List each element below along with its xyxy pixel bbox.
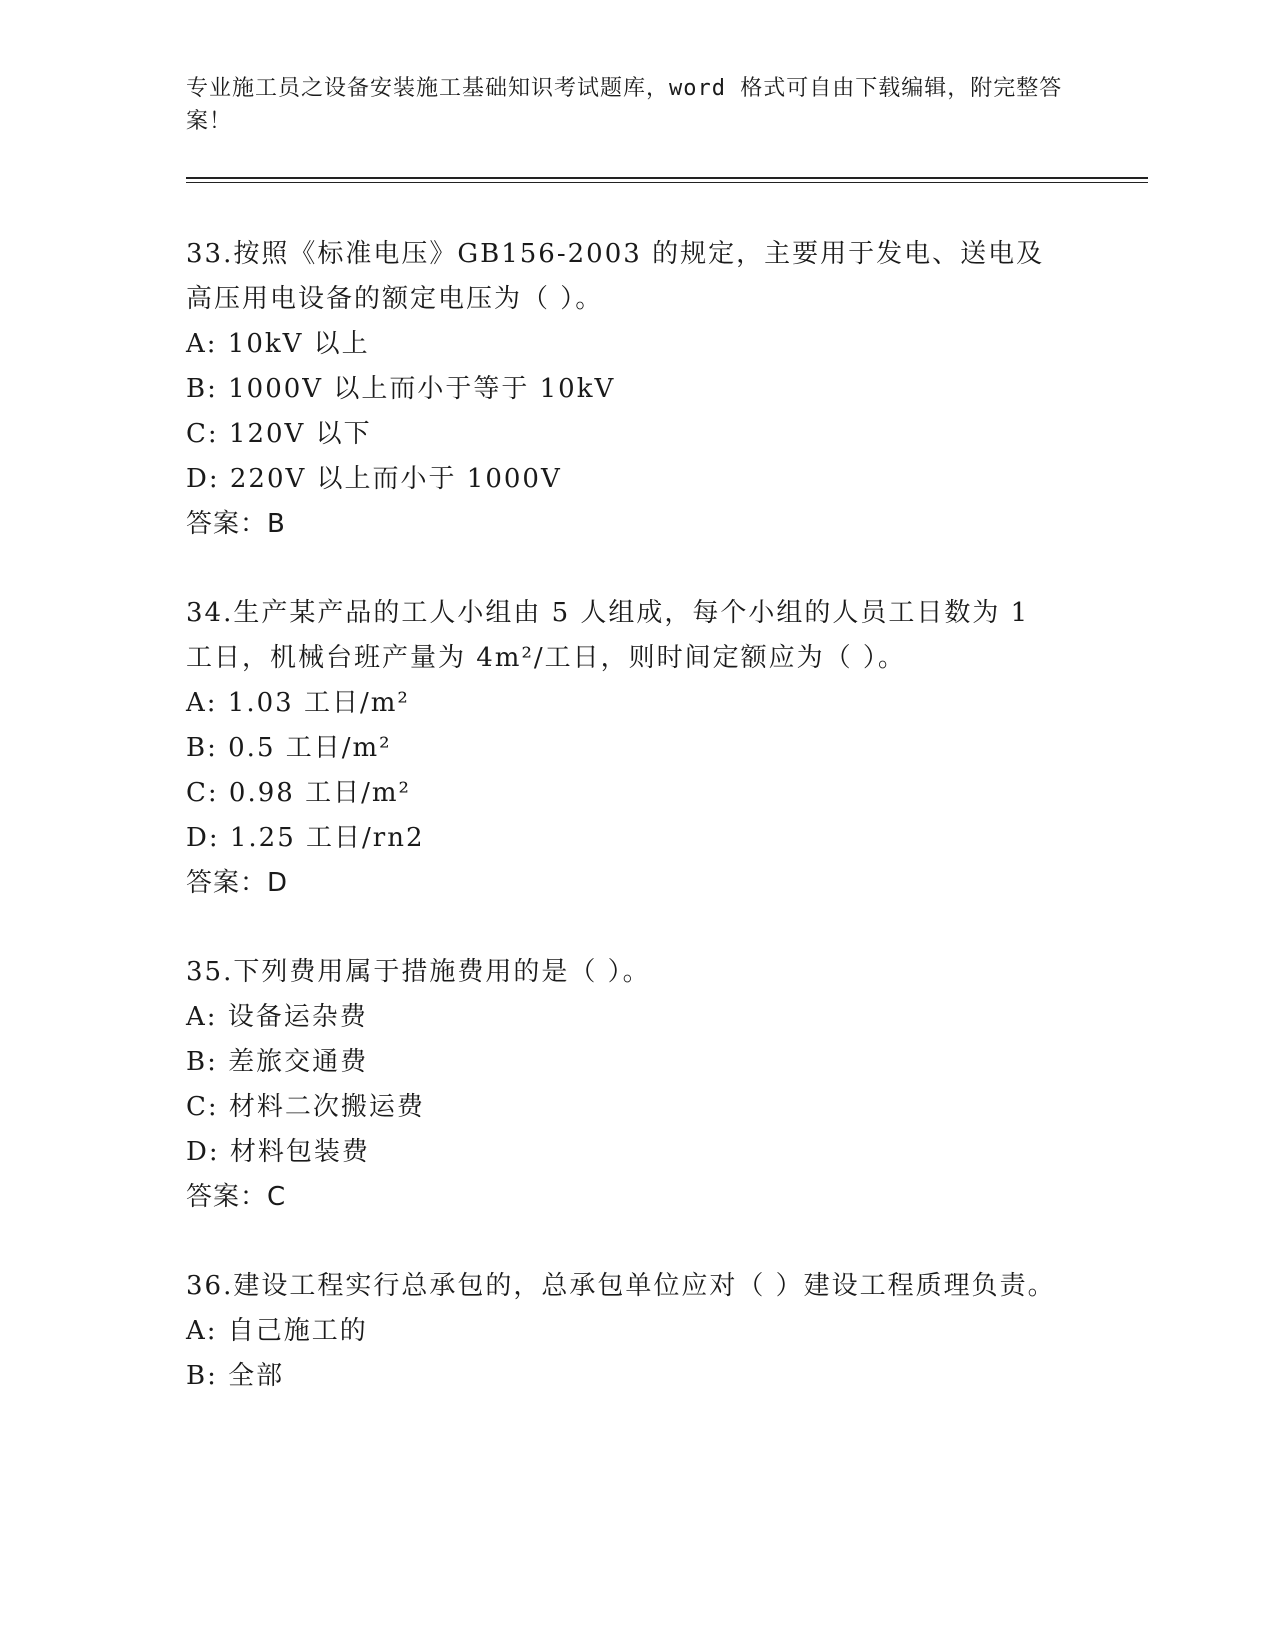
- question-spacer: [186, 1220, 1086, 1264]
- answer-line: 答案：B: [186, 509, 286, 539]
- question-spacer: [186, 906, 1086, 950]
- option-b: B: 0.5 工日/m²: [186, 733, 392, 763]
- question-36: [186, 1264, 1086, 1399]
- answer-line: 答案：D: [186, 868, 289, 898]
- option-a: A: 自己施工的: [186, 1316, 368, 1346]
- header-divider: [186, 177, 1148, 179]
- option-c: C: 0.98 工日/m²: [186, 778, 411, 808]
- question-stem: 36.建设工程实行总承包的，总承包单位应对（ ）建设工程质理负责。: [186, 1271, 1056, 1301]
- option-c: C: 120V 以下: [186, 419, 372, 449]
- option-a: A: 10kV 以上: [186, 329, 370, 359]
- question-spacer: [186, 547, 1086, 591]
- question-33: [186, 232, 1086, 547]
- question-stem: 35.下列费用属于措施费用的是（ ）。: [186, 957, 651, 987]
- answer-line: 答案：C: [186, 1182, 287, 1212]
- option-c: C: 材料二次搬运费: [186, 1092, 425, 1122]
- option-a: A: 1.03 工日/m²: [186, 688, 410, 718]
- option-d: D: 材料包装费: [186, 1137, 370, 1167]
- question-35: [186, 950, 1086, 1220]
- option-d: D: 1.25 工日/rn2: [186, 823, 425, 853]
- question-stem: 34.生产某产品的工人小组由 5 人组成，每个小组的人员工日数为 1 工日，机械台班产量为 4m²/工日，则时间定额应为（ ）。: [186, 598, 1030, 673]
- option-a: A: 设备运杂费: [186, 1002, 368, 1032]
- question-34: [186, 591, 1086, 906]
- option-d: D: 220V 以上而小于 1000V: [186, 464, 562, 494]
- option-b: B: 全部: [186, 1361, 285, 1391]
- question-stem: 33.按照《标准电压》GB156-2003 的规定，主要用于发电、送电及高压用电设备的额定电压为（ ）。: [186, 239, 1045, 314]
- option-b: B: 差旅交通费: [186, 1047, 369, 1077]
- question-list: [186, 232, 1086, 1399]
- header-divider-thin: [186, 182, 1148, 183]
- option-b: B: 1000V 以上而小于等于 10kV: [186, 374, 616, 404]
- document-header: 专业施工员之设备安装施工基础知识考试题库，word 格式可自由下载编辑，附完整答案！: [186, 76, 1063, 134]
